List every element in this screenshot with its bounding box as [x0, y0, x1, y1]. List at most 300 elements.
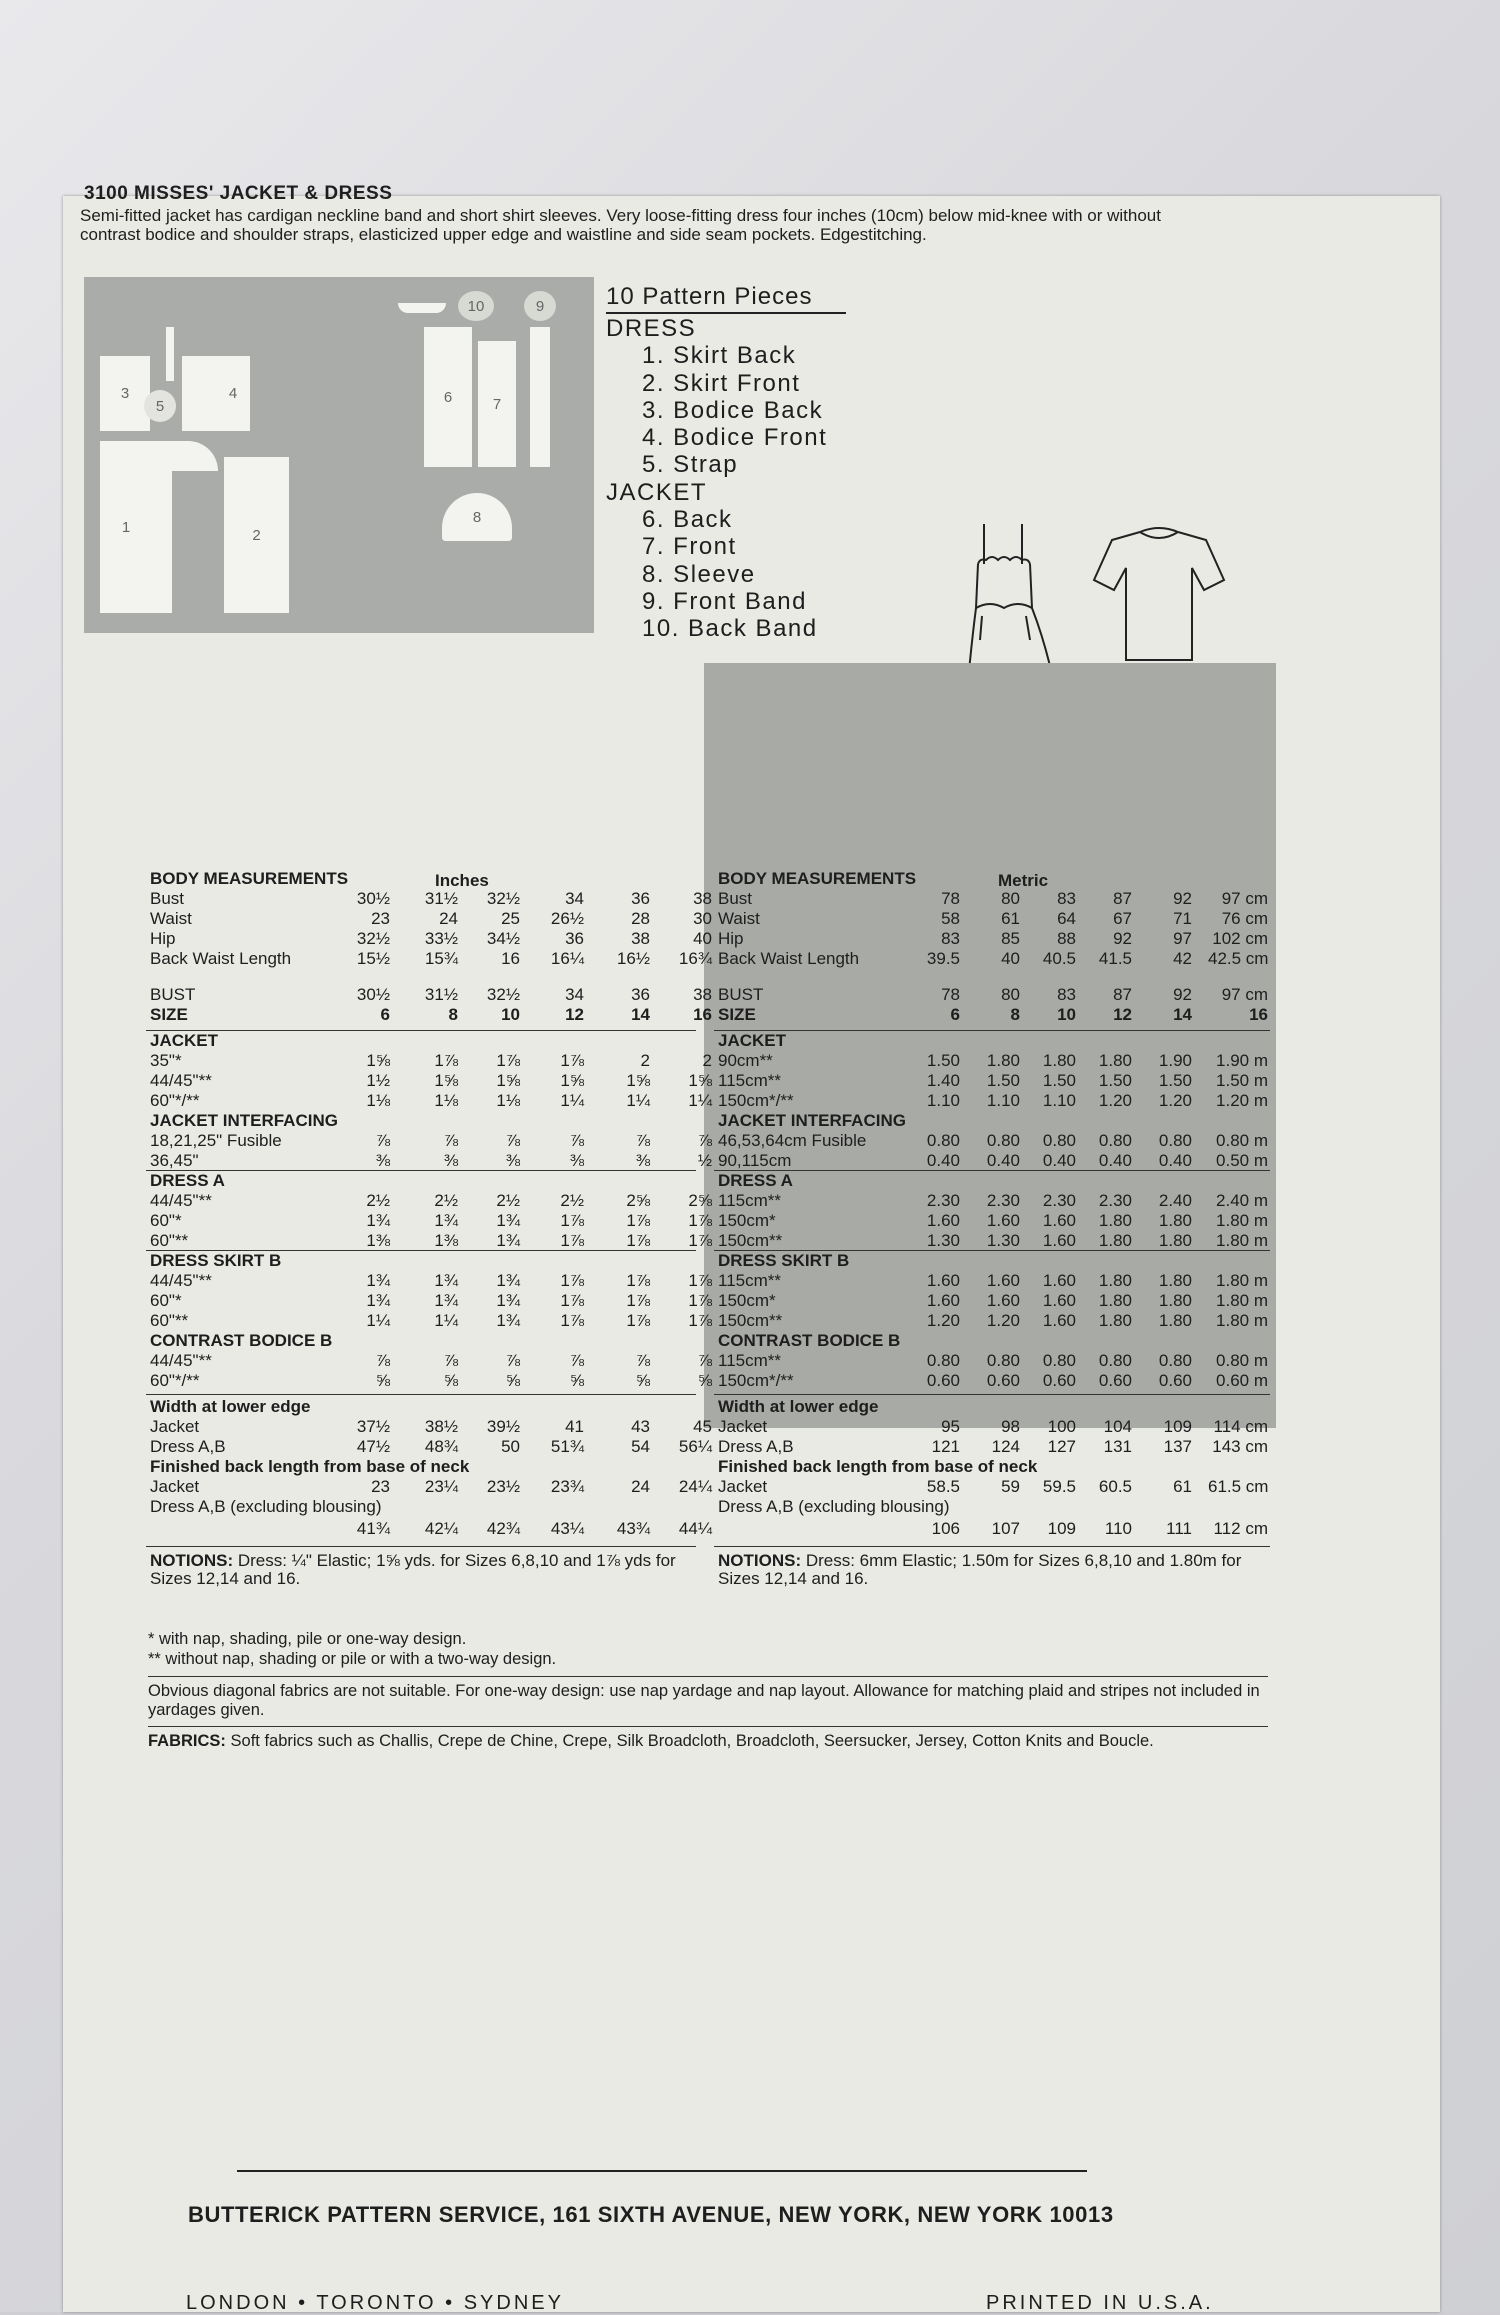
- width-label: Jacket: [150, 1417, 200, 1436]
- section-divider: [714, 1170, 1270, 1171]
- width-value: 48¾: [424, 1437, 458, 1456]
- yardage-label: 60"*/**: [150, 1091, 200, 1110]
- measurement-value: 16¼: [550, 949, 584, 968]
- measurement-label: Hip: [150, 929, 176, 948]
- yardage-value: ⅞: [569, 1131, 584, 1150]
- yardage-section-heading: JACKET INTERFACING: [150, 1111, 338, 1130]
- width-value: 37½: [356, 1417, 390, 1436]
- measurement-value: 88: [1057, 929, 1076, 948]
- yardage-value: 0.80: [1042, 1131, 1076, 1150]
- pattern-piece-item: 10. Back Band: [642, 615, 818, 643]
- measurement-value: 42.5 cm: [1208, 949, 1269, 968]
- yardage-value: 1⅞: [626, 1231, 650, 1250]
- yardage-section-heading: DRESS SKIRT B: [718, 1251, 850, 1270]
- measurement-value: 40.5: [1042, 949, 1076, 968]
- pattern-piece-item: 9. Front Band: [642, 587, 807, 615]
- footer-rule: [237, 2170, 1087, 2172]
- yardage-value: 2.30: [1098, 1191, 1132, 1210]
- measurement-label: Waist: [718, 909, 760, 928]
- measurement-value: 64: [1057, 909, 1076, 928]
- width-value: 38½: [424, 1417, 458, 1436]
- yardage-value: 0.40: [1042, 1151, 1076, 1170]
- finished-dress-value: 110: [1104, 1519, 1132, 1538]
- pattern-pieces-illustration: [84, 277, 594, 633]
- finished-dress-value: 107: [991, 1519, 1020, 1538]
- size-value: 16: [1249, 1005, 1268, 1024]
- finished-dress-value: 43¼: [550, 1519, 584, 1538]
- size-value: 10: [1057, 1005, 1076, 1024]
- finished-dress-label: Dress A,B (excluding blousing): [150, 1497, 382, 1516]
- yardage-value: 1.80: [1098, 1271, 1132, 1290]
- yardage-value: 1¼: [434, 1311, 458, 1330]
- yardage-value: 1.80: [1098, 1231, 1132, 1250]
- yardage-label: 150cm*: [718, 1211, 776, 1230]
- piece-number: 1: [121, 518, 131, 536]
- pattern-piece-item: 7. Front: [642, 533, 737, 561]
- bust-value: 92: [1173, 985, 1192, 1004]
- measurement-value: 83: [941, 929, 960, 948]
- yardage-value: 2⅝: [688, 1191, 712, 1210]
- yardage-value: 1¼: [688, 1091, 712, 1110]
- yardage-value: 1.30: [986, 1231, 1020, 1250]
- pattern-pieces-title: 10 Pattern Pieces: [606, 283, 846, 314]
- width-value: 98: [1001, 1417, 1020, 1436]
- yardage-value: 1.80: [1158, 1291, 1192, 1310]
- bust-value: 80: [1001, 985, 1020, 1004]
- piece-back-band-curve: [398, 303, 446, 313]
- measurement-value: 32½: [486, 889, 520, 908]
- measurement-value: 16¾: [678, 949, 712, 968]
- measurement-value: 85: [1001, 929, 1020, 948]
- yardage-label: 60"**: [150, 1311, 189, 1330]
- yardage-value: 1.80: [1042, 1051, 1076, 1070]
- bust-value: 38: [693, 985, 712, 1004]
- yardage-value: 1.60: [926, 1271, 960, 1290]
- yardage-value: ⅜: [505, 1151, 520, 1170]
- measurement-value: 15½: [356, 949, 390, 968]
- piece-4: [182, 356, 250, 431]
- finished-jacket-value: 23: [371, 1477, 390, 1496]
- yardage-value: 1.40: [926, 1071, 960, 1090]
- yardage-value: ⅝: [697, 1371, 712, 1390]
- yardage-value: 1.20: [986, 1311, 1020, 1330]
- yardage-value: 2.30: [926, 1191, 960, 1210]
- yardage-value: 1.90 m: [1216, 1051, 1268, 1070]
- measurement-value: 42: [1173, 949, 1192, 968]
- yardage-value: 1.60: [1042, 1211, 1076, 1230]
- size-value: 10: [501, 1005, 520, 1024]
- finished-jacket-label: Jacket: [718, 1477, 768, 1496]
- measurement-value: 16½: [616, 949, 650, 968]
- size-label: SIZE: [718, 1005, 756, 1024]
- yardage-label: 46,53,64cm Fusible: [718, 1131, 867, 1150]
- yardage-value: 0.80: [1098, 1131, 1132, 1150]
- yardage-value: 2: [640, 1051, 650, 1070]
- jacket-heading: JACKET: [606, 478, 708, 506]
- measurement-value: 38: [693, 889, 712, 908]
- finished-heading: Finished back length from base of neck: [150, 1457, 470, 1476]
- measurement-label: Back Waist Length: [718, 949, 860, 968]
- yardage-value: 2⅝: [626, 1191, 650, 1210]
- measurement-value: 15¾: [424, 949, 458, 968]
- yardage-value: 1⅞: [688, 1231, 712, 1250]
- yardage-label: 44/45"**: [150, 1271, 212, 1290]
- yardage-value: 0.50 m: [1216, 1151, 1268, 1170]
- measurement-value: 92: [1113, 929, 1132, 948]
- yardage-section-heading: JACKET: [150, 1031, 219, 1050]
- yardage-value: 0.80: [986, 1131, 1020, 1150]
- finished-dress-label: Dress A,B (excluding blousing): [718, 1497, 950, 1516]
- yardage-value: 1¾: [434, 1291, 458, 1310]
- yardage-value: 1.80: [1158, 1311, 1192, 1330]
- yardage-label: 150cm**: [718, 1231, 783, 1250]
- section-divider: [714, 1394, 1270, 1395]
- yardage-value: 1⅜: [366, 1231, 390, 1250]
- piece-5: [144, 390, 176, 422]
- yardage-value: ⅞: [697, 1131, 712, 1150]
- yardage-value: 1.10: [986, 1091, 1020, 1110]
- measurement-value: 36: [565, 929, 584, 948]
- finished-dress-value: 43¾: [616, 1519, 650, 1538]
- yardage-value: ⅝: [569, 1371, 584, 1390]
- bust-value: 83: [1057, 985, 1076, 1004]
- yardage-section-heading: DRESS SKIRT B: [150, 1251, 282, 1270]
- publisher-address: BUTTERICK PATTERN SERVICE, 161 SIXTH AVENUE, NEW YORK, NEW YORK 10013: [188, 2202, 1114, 2227]
- yardage-section-heading: DRESS A: [718, 1171, 793, 1190]
- yardage-value: 1.60: [1042, 1311, 1076, 1330]
- measurement-value: 40: [693, 929, 712, 948]
- width-value: 45: [693, 1417, 712, 1436]
- width-value: 104: [1103, 1417, 1132, 1436]
- notions-note: [150, 1552, 680, 1588]
- bust-value: 97 cm: [1221, 985, 1268, 1004]
- yardage-value: ⅝: [635, 1371, 650, 1390]
- yardage-value: 0.80: [986, 1351, 1020, 1370]
- yardage-section-heading: CONTRAST BODICE B: [150, 1331, 333, 1350]
- pattern-piece-item: 3. Bodice Back: [642, 396, 824, 424]
- measurement-value: 41.5: [1098, 949, 1132, 968]
- yardage-section-heading: JACKET: [718, 1031, 787, 1050]
- yardage-label: 44/45"**: [150, 1071, 212, 1090]
- measurement-value: 36: [631, 889, 650, 908]
- yardage-value: 1½: [366, 1071, 390, 1090]
- yardage-value: 1⅞: [560, 1311, 584, 1330]
- size-value: 16: [693, 1005, 712, 1024]
- size-value: 8: [1010, 1005, 1020, 1024]
- dress-heading: DRESS: [606, 315, 697, 342]
- divider: [148, 1726, 1268, 1727]
- width-value: 127: [1047, 1437, 1076, 1456]
- yardage-value: ⅜: [375, 1151, 390, 1170]
- diagonal-fabrics-note: Obvious diagonal fabrics are not suitable. For one-way design: use nap yardage and nap layout. Allowance for matching plaid and stripes not included in yardages given.: [148, 1682, 1260, 1719]
- yardage-value: 1⅞: [560, 1211, 584, 1230]
- yardage-value: 1¾: [496, 1291, 520, 1310]
- yardage-value: ½: [697, 1151, 712, 1170]
- measurement-value: 87: [1113, 889, 1132, 908]
- yardage-value: 2.30: [1042, 1191, 1076, 1210]
- piece-3: [100, 356, 150, 431]
- size-value: 8: [448, 1005, 458, 1024]
- size-value: 14: [631, 1005, 650, 1024]
- yardage-value: 1.50: [986, 1071, 1020, 1090]
- yardage-value: ⅞: [635, 1131, 650, 1150]
- size-value: 6: [380, 1005, 390, 1024]
- yardage-value: 1.80: [986, 1051, 1020, 1070]
- yardage-value: 0.40: [986, 1151, 1020, 1170]
- yardage-value: 1⅞: [626, 1311, 650, 1330]
- fabrics-text: Soft fabrics such as Challis, Crepe de Chine, Crepe, Silk Broadcloth, Broadcloth, Seersucker, Jersey, Cotton Knits and Boucle.: [225, 1732, 1154, 1750]
- measurement-value: 71: [1173, 909, 1192, 928]
- footnote-with-nap: * with nap, shading, pile or one-way design.: [148, 1630, 467, 1648]
- finished-dress-value: 112 cm: [1213, 1519, 1268, 1538]
- measurement-label: Bust: [718, 889, 753, 908]
- yardage-label: 60"*: [150, 1211, 182, 1230]
- yardage-section-heading: JACKET INTERFACING: [718, 1111, 906, 1130]
- piece-number: 3: [120, 385, 130, 402]
- yardage-value: 1⅞: [626, 1291, 650, 1310]
- yardage-value: ⅞: [635, 1351, 650, 1370]
- finished-jacket-value: 59: [1001, 1477, 1020, 1496]
- yardage-value: 1.50: [1098, 1071, 1132, 1090]
- measurement-value: 61: [1001, 909, 1020, 928]
- measurement-value: 25: [501, 909, 520, 928]
- finished-dress-value: 44¼: [678, 1519, 712, 1538]
- finished-jacket-value: 61.5 cm: [1208, 1477, 1269, 1496]
- yardage-value: ⅝: [375, 1371, 390, 1390]
- bust-value: 34: [565, 985, 584, 1004]
- inches-heading: BODY MEASUREMENTS: [150, 869, 349, 888]
- measurement-value: 40: [1001, 949, 1020, 968]
- yardage-value: ⅜: [443, 1151, 458, 1170]
- yardage-label: 60"**: [150, 1231, 189, 1250]
- measurement-value: 78: [941, 889, 960, 908]
- yardage-value: 0.60: [1042, 1371, 1076, 1390]
- yardage-value: 1.80: [1158, 1231, 1192, 1250]
- yardage-value: 0.80: [926, 1351, 960, 1370]
- yardage-value: 1.80: [1098, 1311, 1132, 1330]
- fabrics-note: [148, 1732, 1268, 1751]
- width-label: Dress A,B: [150, 1437, 226, 1456]
- yardage-label: 115cm**: [718, 1351, 781, 1370]
- yardage-value: 0.80 m: [1216, 1131, 1268, 1150]
- bust-value: 31½: [424, 985, 458, 1004]
- yardage-value: 1⅝: [626, 1071, 650, 1090]
- yardage-value: 1¾: [434, 1211, 458, 1230]
- measurement-value: 31½: [424, 889, 458, 908]
- piece-6: [424, 327, 472, 467]
- yardage-value: 1.50: [926, 1051, 960, 1070]
- yardage-value: 2.40: [1158, 1191, 1192, 1210]
- piece-number: 7: [492, 395, 502, 413]
- yardage-value: 1¾: [366, 1291, 390, 1310]
- width-value: 41: [565, 1417, 584, 1436]
- finished-dress-value: 42¼: [424, 1519, 458, 1538]
- yardage-value: 0.80: [926, 1131, 960, 1150]
- section-divider: [714, 1030, 1270, 1031]
- yardage-value: 1⅛: [366, 1091, 390, 1110]
- yardage-value: 1.60: [986, 1211, 1020, 1230]
- measurement-label: Hip: [718, 929, 744, 948]
- measurement-value: 76 cm: [1221, 909, 1268, 928]
- measurement-value: 23: [371, 909, 390, 928]
- measurement-value: 30: [693, 909, 712, 928]
- measurement-value: 38: [631, 929, 650, 948]
- yardage-value: 1¾: [496, 1311, 520, 1330]
- pattern-piece-item: 6. Back: [642, 506, 733, 534]
- yardage-value: 1⅞: [626, 1271, 650, 1290]
- yardage-label: 150cm**: [718, 1311, 783, 1330]
- printed-in: PRINTED IN U.S.A.: [986, 2292, 1214, 2314]
- yardage-value: 1⅞: [560, 1051, 584, 1070]
- yardage-value: ⅞: [569, 1351, 584, 1370]
- yardage-value: ⅞: [505, 1131, 520, 1150]
- yardage-value: 1¾: [496, 1271, 520, 1290]
- size-value: 12: [565, 1005, 584, 1024]
- yardage-value: 2.30: [986, 1191, 1020, 1210]
- yardage-label: 35"*: [150, 1051, 182, 1070]
- measurement-value: 97: [1173, 929, 1192, 948]
- yardage-value: 1⅞: [688, 1311, 712, 1330]
- jacket-back-sketch: [1092, 522, 1226, 662]
- finished-dress-value: 111: [1166, 1519, 1192, 1538]
- yardage-value: 1.60: [986, 1291, 1020, 1310]
- pattern-piece-item: 5. Strap: [642, 451, 739, 479]
- yardage-value: 1.10: [1042, 1091, 1076, 1110]
- yardage-value: 1⅝: [496, 1071, 520, 1090]
- yardage-value: 1.80: [1098, 1291, 1132, 1310]
- publisher-cities: LONDON • TORONTO • SYDNEY: [186, 2292, 564, 2314]
- notions-note: [718, 1552, 1254, 1588]
- section-divider: [146, 1170, 696, 1171]
- finished-jacket-value: 23¾: [550, 1477, 584, 1496]
- yardage-value: ⅞: [443, 1351, 458, 1370]
- width-label: Jacket: [718, 1417, 768, 1436]
- yardage-label: 115cm**: [718, 1071, 781, 1090]
- notions-text: Dress: 6mm Elastic; 1.50m for Sizes 6,8,10 and 1.80m for Sizes 12,14 and 16.: [718, 1551, 1242, 1588]
- piece-strap-shape: [166, 327, 174, 381]
- yardage-value: 1⅞: [560, 1231, 584, 1250]
- yardage-value: 1.60: [1042, 1231, 1076, 1250]
- yardage-value: 2½: [366, 1191, 390, 1210]
- yardage-label: 90,115cm: [718, 1151, 792, 1170]
- piece-1-curve: [168, 441, 218, 471]
- metric-unit: Metric: [998, 871, 1049, 890]
- piece-2: [224, 457, 289, 613]
- measurement-value: 58: [941, 909, 960, 928]
- yardage-value: 1¾: [434, 1271, 458, 1290]
- piece-9: [524, 291, 556, 321]
- pattern-piece-item: 4. Bodice Front: [642, 424, 828, 452]
- yardage-value: 1⅞: [496, 1051, 520, 1070]
- measurement-value: 67: [1113, 909, 1132, 928]
- pattern-piece-item: 8. Sleeve: [642, 560, 756, 588]
- notions-label: NOTIONS:: [718, 1551, 802, 1570]
- yardage-value: 0.40: [1098, 1151, 1132, 1170]
- section-divider: [714, 1546, 1270, 1547]
- yardage-value: 0.80: [1158, 1351, 1192, 1370]
- piece-8: [442, 493, 512, 541]
- yardage-value: 1⅜: [434, 1231, 458, 1250]
- finished-dress-value: 41¾: [356, 1519, 390, 1538]
- piece-front-band: [530, 327, 550, 467]
- yardage-value: 1.80: [1098, 1211, 1132, 1230]
- notions-label: NOTIONS:: [150, 1551, 234, 1570]
- divider: [148, 1676, 1268, 1677]
- measurement-value: 33½: [424, 929, 458, 948]
- finished-jacket-value: 23½: [486, 1477, 520, 1496]
- measurement-value: 28: [631, 909, 650, 928]
- yardage-value: 1⅝: [366, 1051, 390, 1070]
- yardage-label: 60"*/**: [150, 1371, 200, 1390]
- yardage-value: 1.20: [1158, 1091, 1192, 1110]
- width-label: Dress A,B: [718, 1437, 794, 1456]
- section-divider: [146, 1394, 696, 1395]
- yardage-label: 44/45"**: [150, 1351, 212, 1370]
- piece-number: 10: [467, 297, 485, 315]
- yardage-value: 1.60: [1042, 1291, 1076, 1310]
- width-value: 50: [501, 1437, 520, 1456]
- piece-number: 2: [252, 526, 261, 544]
- yardage-section-heading: DRESS A: [150, 1171, 225, 1190]
- yardage-value: 1.80: [1098, 1051, 1132, 1070]
- width-value: 56¼: [678, 1437, 712, 1456]
- yardage-value: ⅞: [375, 1351, 390, 1370]
- finished-jacket-value: 58.5: [926, 1477, 960, 1496]
- yardage-value: 1.50: [1042, 1071, 1076, 1090]
- finished-jacket-value: 59.5: [1042, 1477, 1076, 1496]
- measurement-value: 30½: [356, 889, 390, 908]
- yardage-value: 2: [702, 1051, 712, 1070]
- yardage-value: 1.60: [926, 1211, 960, 1230]
- width-value: 54: [631, 1437, 650, 1456]
- finished-jacket-value: 23¼: [424, 1477, 458, 1496]
- inches-unit: Inches: [435, 871, 489, 890]
- yardage-value: 2½: [560, 1191, 584, 1210]
- yardage-value: 1.90: [1158, 1051, 1192, 1070]
- width-value: 109: [1163, 1417, 1192, 1436]
- bust-label: BUST: [718, 985, 764, 1004]
- yardage-value: 0.40: [1158, 1151, 1192, 1170]
- bust-value: 36: [631, 985, 650, 1004]
- yardage-value: 1.80 m: [1216, 1271, 1268, 1290]
- measurement-value: 34½: [486, 929, 520, 948]
- yardage-value: 1.20: [1098, 1091, 1132, 1110]
- yardage-value: 0.60: [926, 1371, 960, 1390]
- yardage-value: 1.20 m: [1216, 1091, 1268, 1110]
- yardage-value: 1.80: [1158, 1211, 1192, 1230]
- yardage-value: ⅜: [569, 1151, 584, 1170]
- yardage-value: 1.60: [1042, 1271, 1076, 1290]
- pattern-description: Semi-fitted jacket has cardigan neckline band and short shirt sleeves. Very loose-fitting dress four inches (10cm) below mid-knee with or without contrast bodice and shoulder straps, elasticized upper edge and waistline and side seam pockets. Edgestitching.: [80, 206, 1161, 244]
- width-value: 95: [941, 1417, 960, 1436]
- measurement-value: 92: [1173, 889, 1192, 908]
- measurement-value: 80: [1001, 889, 1020, 908]
- yardage-value: 1¼: [626, 1091, 650, 1110]
- section-divider: [146, 1030, 696, 1031]
- yardage-value: ⅞: [443, 1131, 458, 1150]
- pattern-title: 3100 MISSES' JACKET & DRESS: [84, 183, 393, 204]
- yardage-value: 1.80: [1158, 1271, 1192, 1290]
- measurement-label: Waist: [150, 909, 192, 928]
- yardage-value: 1.60: [926, 1291, 960, 1310]
- yardage-label: 36,45": [150, 1151, 199, 1170]
- yardage-value: 0.80: [1098, 1351, 1132, 1370]
- yardage-value: 0.40: [926, 1151, 960, 1170]
- yardage-value: 1.50 m: [1216, 1071, 1268, 1090]
- yardage-value: 0.60: [1158, 1371, 1192, 1390]
- finished-dress-value: 42¾: [486, 1519, 520, 1538]
- yardage-value: 1⅝: [434, 1071, 458, 1090]
